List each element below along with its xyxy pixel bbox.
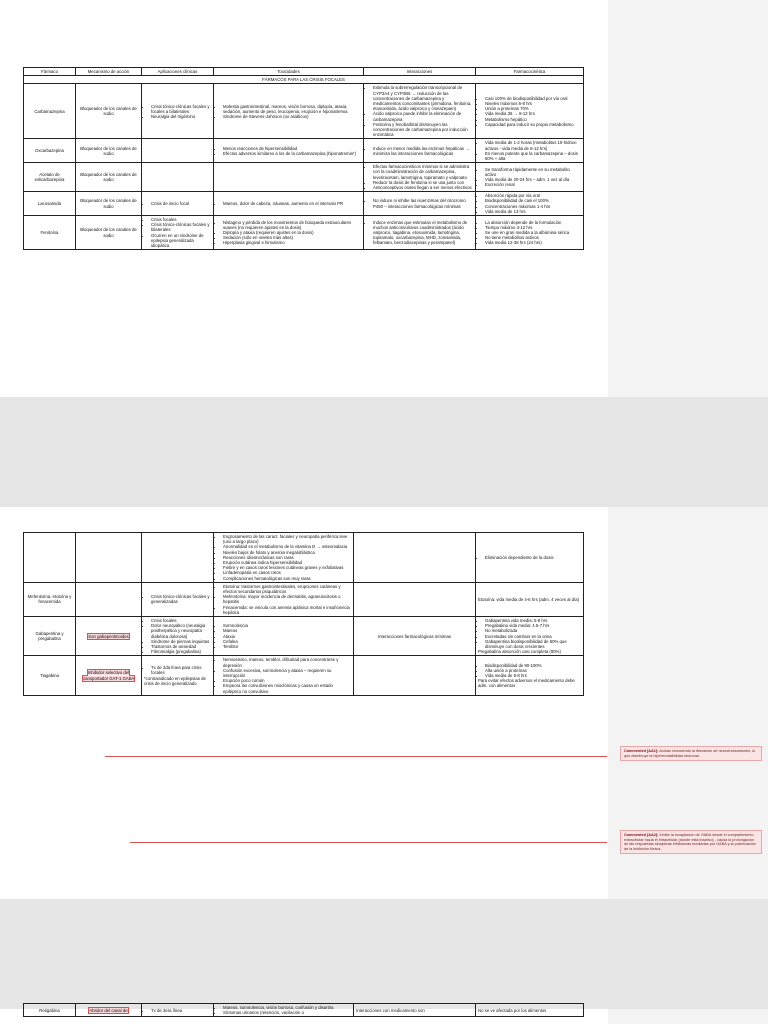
header-mechanism: Mecanismo de acción <box>76 68 142 76</box>
list-item: • Eliminación dependiente de la dosis <box>485 555 581 560</box>
list-item: • Linfadenopatía en casos raros <box>223 570 351 575</box>
comment-margin-3 <box>608 1009 768 1024</box>
pharmacokinetics-cell <box>476 656 584 695</box>
list-item: • Vida media de 20-24 hrs – adm. 1 vez al día <box>485 177 581 182</box>
list-item: • Nerviosismo, mareos, temblor, dificultad para concentrarse y depresión <box>223 657 351 667</box>
drug-name: Acetato de eslicarbazepina <box>24 163 76 192</box>
drug-name <box>24 533 76 583</box>
list-item: • Diplopía y ataxia (requieren ajustes en la dosis) <box>223 230 361 235</box>
drug-table-page-2 <box>23 532 584 696</box>
list-item: • Trastornos de ansiedad <box>151 644 211 649</box>
list-item: • Alta unión a proteínas <box>485 668 581 673</box>
comment-connector-2 <box>130 842 607 843</box>
mechanism-cell: Bloqueador de los canales de sodio <box>76 84 142 139</box>
list-item: • Nistagmo y pérdida de los movimientos de búsqueda extraoculares suaves (no requieren ajustes en la dosis) <box>223 220 361 230</box>
list-item: • Casi 100% de biodisponibilidad por vía oral <box>485 96 581 101</box>
list-item: • Induce en menor medida las enzimas hepáticas → minimiza las interacciones farmacológicas <box>373 146 473 156</box>
pk-note: Pregabalina absorción casi completa (90%) <box>478 649 561 655</box>
list-item: • Reacciones idiosincrásicas son raras <box>223 555 351 560</box>
list-item: • Molestia gastrointestinal, mareos, visión borrosa, diplopía, ataxia, sedación, aumento de peso, leucopenia, erupción e hiponatremia <box>223 104 361 114</box>
list-item: • Gabapentina biodisponibilidad de 50% que disminuye con dosis crecientes <box>485 639 581 649</box>
toxicity-cell <box>214 192 364 216</box>
list-item: • Hiperplasia gingival e hirsutismo <box>223 240 361 245</box>
table-row <box>24 533 584 583</box>
comment-text: Actúan reduciendo la liberación de neurotransmisores, lo que disminuye la hiperexcitabilidad neuronal. <box>624 749 756 758</box>
list-item: • Absorción rápida por vía oral <box>485 193 581 198</box>
list-item: • Crisis de inicio focal <box>151 201 211 206</box>
mechanism-cell: Bloqueador de los canales de sodio <box>76 163 142 192</box>
pharmacokinetics-cell <box>476 582 584 616</box>
list-item: • Pregabalina vida media: 4.5-7 hrs <box>485 623 581 628</box>
interactions-cell <box>364 192 476 216</box>
toxicity-cell <box>214 656 354 695</box>
list-item: • Tx de 2da línea para crisis focales <box>151 665 211 675</box>
list-item: • Erupción poco común <box>223 678 351 683</box>
list-item: • Crisis tónico-clónicas focales y generalizadas <box>151 594 211 604</box>
toxicity-cell <box>214 163 364 192</box>
mechanism-cell: Bloqueador de los canales de sodio <box>76 216 142 250</box>
list-item: • Tiempo máximo 3-12 hrs <box>485 225 581 230</box>
list-item: • Biodisponibilidad de casi el 100% <box>485 198 581 203</box>
comment-tag: Commented [AA2]: <box>624 833 659 837</box>
list-item: • Vida media de 5-8 hrs <box>485 673 581 678</box>
highlighted-mechanism[interactable]: Son gabapentinoides <box>88 633 129 639</box>
interactions-cell <box>354 533 476 583</box>
list-item: • Ocurren en un síndrome de epilepsia generalizada idiopática <box>151 233 211 249</box>
pk-note: Para evitar efectos adversos el medicamento debe adm. con alimentos <box>478 678 575 689</box>
list-item: • Gabapentina vida media: 5-8 hrs <box>485 618 581 623</box>
mechanism-cell <box>76 533 142 583</box>
table-row <box>24 163 584 192</box>
table-row <box>24 192 584 216</box>
clinical-cell <box>142 533 214 583</box>
toxicity-cell <box>214 533 354 583</box>
mechanism-cell: Bloqueador de los canales de sodio <box>76 192 142 216</box>
header-clinical: Aplicaciones clínicas <box>142 68 214 76</box>
interactions-cell <box>364 163 476 192</box>
section-title: FÁRMACOS PARA LAS CRISIS FOCALES <box>24 76 584 84</box>
table-row <box>24 582 584 616</box>
toxicity-cell <box>214 84 364 139</box>
clinical-cell <box>142 582 214 616</box>
pharmacokinetics-cell <box>476 192 584 216</box>
list-item: • Síndrome de Stevens-Johnson (ox asiáticos) <box>223 114 361 119</box>
list-item: • Confusión excesiva, somnolencia y ataxia – requieren su interrupción <box>223 668 351 678</box>
list-item: • Crisis tónico-clónicas focales y bilaterales <box>151 222 211 232</box>
table-row <box>24 617 584 656</box>
list-item: • Excretadas sin cambios en la orina <box>485 634 581 639</box>
pharmacokinetics-cell: No se ve afectada por los alimentos <box>476 1004 584 1017</box>
table-row <box>24 216 584 250</box>
list-item: • Capacidad para inducir su propio metabolismo <box>485 122 581 127</box>
interactions-cell: Interacciones con medicamento son <box>354 1004 476 1017</box>
list-item: • No induce ni inhibe las isoenzimas del citocromo P450 – interacciones farmacológicas mínimas <box>373 198 473 208</box>
list-item: • Vida media de 13 hrs <box>485 209 581 214</box>
list-item: • Síndrome de piernas inquietas <box>151 639 211 644</box>
comment-aa1[interactable] <box>620 746 762 761</box>
list-item: • Anticonceptivos orales llegan a ser menos efectivos <box>373 185 473 190</box>
drug-name: Lacosamida <box>24 192 76 216</box>
toxicity-cell <box>214 139 364 163</box>
list-item: • Niveles máximos 6-8 hrs <box>485 101 581 106</box>
interactions-cell <box>364 139 476 163</box>
header-toxicity: Toxicidades <box>214 68 364 76</box>
list-item: • Ataxia <box>223 634 351 639</box>
list-item: • Vida media 36 → 8-12 hrs <box>485 111 581 116</box>
list-item: • No tiene metabolitos activos <box>485 235 581 240</box>
interactions-cell: Interacciones farmacológicas mínimas <box>354 617 476 656</box>
list-item: • Unión a proteínas 70% <box>485 106 581 111</box>
drug-name: Mefenitoína, etotoína y fenacemida <box>24 582 76 616</box>
list-item: • Es menos potente que la carbamazepina – dosis 50% + alta <box>485 151 581 161</box>
pharmacokinetics-cell <box>476 84 584 139</box>
comment-margin-1 <box>608 0 768 397</box>
list-item: • Metabolismo hepático <box>485 117 581 122</box>
list-item: • Induce enzimas que estimulan el metabolismo de muchos anticonvulsivos coadministrados (ácido valproico, tiagabina, etosuximida, lamotrigina, topiramato, oxcarbazepina, MHD, zonisamida, felbamato, benzodiacepinas y perampanel) <box>373 220 473 246</box>
highlighted-mechanism[interactable]: Inhibidor selectivo del transportador GAT-1 GABA <box>82 670 135 681</box>
drug-table-page-3 <box>23 1003 584 1017</box>
list-item: • Anormalidad en el metabolismo de la vitamina D → osteomalacia <box>223 544 351 549</box>
list-item: • Empeora las convulsiones mioclónicas y causa un estado epiléptico no convulsivo <box>223 683 351 693</box>
list-item: • Fiebre y en casos raros lesiones cutáneas graves y exfoliativas <box>223 565 351 570</box>
drug-name: Oxcarbazepina <box>24 139 76 163</box>
header-interactions: Interacciones <box>364 68 476 76</box>
list-item: • Excreción renal <box>485 182 581 187</box>
list-item: • Fenitoína y fenobarbital disminuyen las concentraciones de carbamazepina por inducción enzimática <box>373 122 473 138</box>
clinical-cell <box>142 84 214 139</box>
highlighted-mechanism[interactable]: Abridor del canal de <box>89 1007 128 1013</box>
interactions-cell <box>364 216 476 250</box>
list-item: • Niveles bajos de folato y anemia megaloblástica <box>223 550 351 555</box>
list-item: • Etotoína: trastornos gastrointestinales, erupciones cutáneas y efectos secundarios psiquiátricos <box>223 584 351 594</box>
clinical-cell <box>142 656 214 695</box>
list-item: • Somnolencia <box>223 623 351 628</box>
drug-table-page-1 <box>23 67 584 250</box>
list-item: • Mareos, dolor de cabeza, náuseas, aumento en el intervalo PR <box>223 201 361 206</box>
mechanism-cell: Bloqueador de los canales de sodio <box>76 139 142 163</box>
clinical-cell <box>142 192 214 216</box>
list-item: • Ácido valproico puede inhibir la eliminación de carbamazepina <box>373 111 473 121</box>
interactions-cell <box>354 656 476 695</box>
table-row <box>24 1004 584 1017</box>
toxicity-cell <box>214 1004 354 1017</box>
list-item: • Erupción cutánea indica hipersensibilidad <box>223 560 351 565</box>
drug-name: Fenitoína <box>24 216 76 250</box>
list-item: • Menos reacciones de hipersensibilidad <box>223 146 361 151</box>
table-row <box>24 139 584 163</box>
list-item: • Temblor <box>223 644 351 649</box>
clinical-cell <box>142 139 214 163</box>
list-item: • Engrosamiento de las caract. faciales y neuropatía periférica leve (uso a largo plazo) <box>223 534 351 544</box>
pharmacokinetics-cell <box>476 163 584 192</box>
list-item: • Fenacemida: se vincula con anemia aplásica mortal e insuficiencia hepática <box>223 605 351 615</box>
comment-connector-1 <box>105 756 607 757</box>
list-item: • Síntomas urinarios (retención, vacilación o <box>223 1010 351 1015</box>
interactions-cell <box>364 84 476 139</box>
pharmacokinetics-cell <box>476 617 584 656</box>
list-item: • Crisis focales <box>151 618 211 623</box>
toxicity-cell <box>214 216 364 250</box>
clinical-cell <box>142 1004 214 1017</box>
list-item: • Biodisponibilidad de 90-100% <box>485 663 581 668</box>
mechanism-cell <box>76 656 142 695</box>
drug-name: Retigabina <box>24 1004 76 1017</box>
table-row <box>24 656 584 695</box>
list-item: • Dolor neuropático (neuralgia postherpética y neuropatía diabética dolorosa) <box>151 623 211 639</box>
clinical-note: *contraindicado en epilepsias de crisis de inicio generalizado <box>144 675 206 686</box>
list-item: • Crisis tónico-clónicas focales y focales a bilaterales <box>151 104 211 114</box>
pharmacokinetics-cell <box>476 533 584 583</box>
list-item: • Sedación (sólo en niveles más altos) <box>223 235 361 240</box>
clinical-cell <box>142 617 214 656</box>
list-item: • Complicaciones hematológicas son muy raras <box>223 576 351 581</box>
comment-text: Inhibe la recaptación de GABA desde el compartimiento extracelular hacia el intracelular (donde está inactivo) - causa la prolongación de las respuestas sinápticas inhibidoras mediadas por GABA y la potenciación de la inhibición tónica <box>624 833 756 851</box>
list-item: • Vida media de 1-2 horas (metabolitos 10-hidroxi activos - vida media de 8-12 hrs) <box>485 140 581 150</box>
table-row <box>24 84 584 139</box>
list-item: • No metabolizada <box>485 628 581 633</box>
interactions-cell <box>354 582 476 616</box>
comment-tag: Commented [AA1]: <box>624 749 659 753</box>
pharmacokinetics-cell <box>476 139 584 163</box>
list-item: • Cefalea <box>223 639 351 644</box>
drug-name: Carbamazepina <box>24 84 76 139</box>
list-item: • Estimula la sobrerregulación transcripcional de CYP3A4 y CYP2B6 → reducción de las concentraciones de carbamazepina y medicamentos concomitantes (primidona, fenitoína, etosuximida, ácido valproico y clonazepam) <box>373 85 473 111</box>
list-item: • Efectos farmacocinéticos mínimos si se administra con la coadministración de carbamazepina, levetiracetam, lamotrigina, topiramato y valproato <box>373 164 473 180</box>
list-item: • Mefenitoína: mayor incidencia de dermatitis, agranulocitosis o hepatitis <box>223 594 351 604</box>
clinical-cell <box>142 163 214 192</box>
list-item: • Vida media 12-36 hrs (24 hrs) <box>485 240 581 245</box>
clinical-cell <box>142 216 214 250</box>
drug-name: Gabapentina y pregabalina <box>24 617 76 656</box>
list-item: • Tx de 3era línea <box>151 1008 211 1013</box>
list-item: • Efectos adversos similares a los de la carbamazepina (hiponatremia*) <box>223 151 361 156</box>
mechanism-cell <box>76 582 142 616</box>
list-item: • Neuralgia del trigémino <box>151 114 211 119</box>
list-item: • Mareos <box>223 628 351 633</box>
mechanism-cell <box>76 617 142 656</box>
mechanism-cell <box>76 1004 142 1017</box>
header-pharmacokinetics: Farmacocinética <box>476 68 584 76</box>
toxicity-cell <box>214 617 354 656</box>
list-item: • Fibromialgia (pregabalina) <box>151 649 211 654</box>
list-item: • Se une en gran medida a la albúmina sérica <box>485 230 581 235</box>
pharmacokinetics-cell <box>476 216 584 250</box>
pk-text: Etotoína: vida media de 4-6 hrs (adm. 4 veces al día) <box>478 596 580 602</box>
toxicity-cell <box>214 582 354 616</box>
list-item: • Mareos, somnolencia, visión borrosa, confusión y disartria <box>223 1005 351 1010</box>
list-item: • Concentraciones máximas 1-4 hrs <box>485 204 581 209</box>
list-item: • La absorción depende de la formulación <box>485 220 581 225</box>
header-drug: Fármaco <box>24 68 76 76</box>
list-item: • Se transforma rápidamente en su metabolito activo <box>485 167 581 177</box>
comment-aa2[interactable] <box>620 830 762 854</box>
list-item: • Reducir la dosis de fenitoína si se usa junto con <box>373 180 473 185</box>
drug-name: Tiagabina <box>24 656 76 695</box>
list-item: • Crisis focales <box>151 217 211 222</box>
